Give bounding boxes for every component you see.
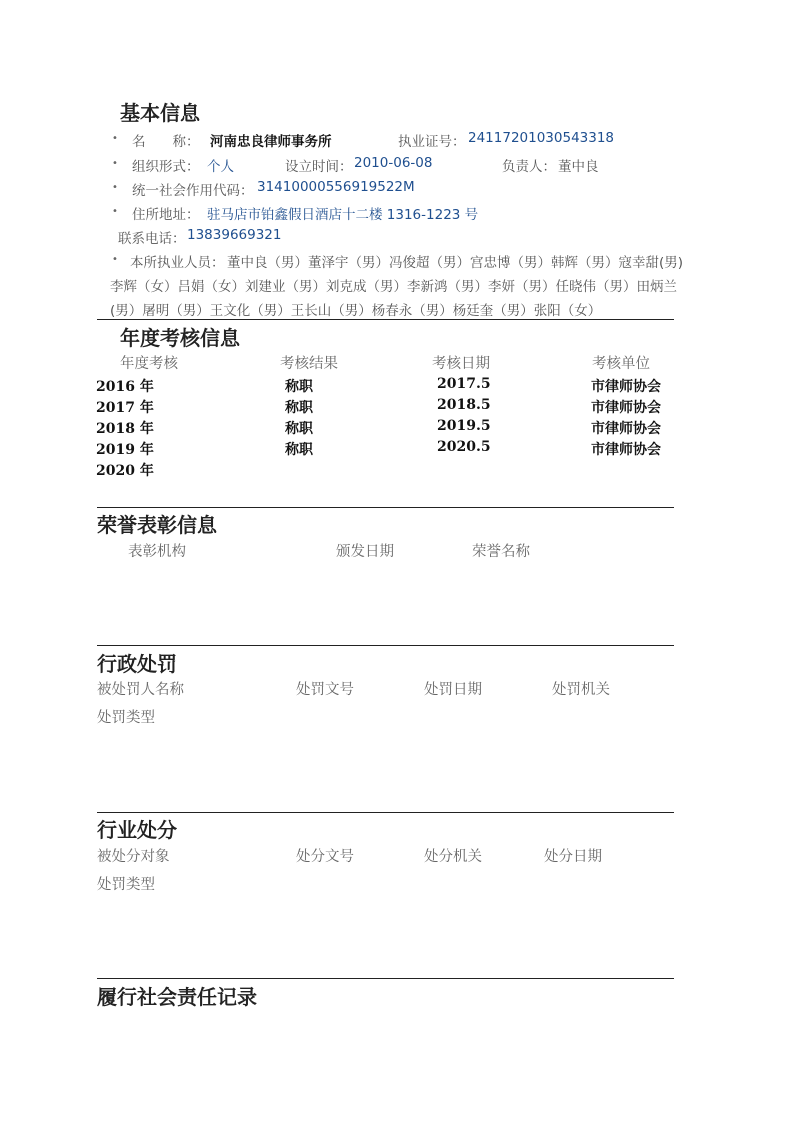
header-honor-date: 颁发日期 [336,544,394,560]
lawyers-line-1: 董中良（男）董泽宇（男）冯俊超（男）宫忠博（男）韩辉（男）寇幸甜(男) [227,255,684,271]
header-review-year: 年度考核 [120,356,178,372]
credit-code-label: 统一社会作用代码： [132,183,254,199]
divider [97,645,674,646]
license-number: 24117201030543318 [468,130,615,146]
header-review-date: 考核日期 [432,356,490,372]
lawyers-line-2: 李辉（女）吕娟（女）刘建业（男）刘克成（男）李新鸿（男）李妍（男）任晓伟（男）田炳兰 [110,279,677,295]
credit-code-value: 31410000556919522M [257,179,415,195]
review-unit: 市律师协会 [591,442,661,458]
annual-review-title: 年度考核信息 [120,326,240,350]
review-unit: 市律师协会 [591,421,661,437]
header-penalized-name: 被处罚人名称 [97,682,184,698]
honor-title: 荣誉表彰信息 [97,513,217,537]
header-sanctioned-party: 被处分对象 [97,849,170,865]
header-penalty-type: 处罚类型 [97,710,155,726]
established-date: 2010-06-08 [354,155,433,171]
review-year: 2016 年 [96,379,154,395]
review-year: 2020 年 [96,463,154,479]
address-value: 驻马店市铂鑫假日酒店十二楼 1316-1223 号 [207,207,479,223]
review-unit: 市律师协会 [591,400,661,416]
review-year: 2019 年 [96,442,154,458]
bullet: • [112,206,118,217]
review-date: 2019.5 [437,418,491,434]
org-form-label: 组织形式： [132,159,200,175]
review-result: 称职 [285,400,313,416]
lawyers-line-3: (男）屠明（男）王文化（男）王长山（男）杨春永（男）杨廷奎（男）张阳（女） [110,303,602,319]
review-date: 2020.5 [437,439,491,455]
lawyers-label: 本所执业人员： [130,255,225,271]
header-review-result: 考核结果 [280,356,338,372]
established-label: 设立时间： [285,159,353,175]
address-label: 住所地址： [132,207,200,223]
leader-name: 董中良 [558,159,599,175]
license-label: 执业证号： [398,134,466,150]
header-sanction-type: 处罚类型 [97,877,155,893]
phone-value: 13839669321 [187,227,282,243]
phone-label: 联系电话： [118,231,186,247]
review-year: 2018 年 [96,421,154,437]
review-result: 称职 [285,442,313,458]
basic-info-title: 基本信息 [120,101,200,125]
firm-name: 河南忠良律师事务所 [210,134,332,150]
review-result: 称职 [285,379,313,395]
divider [97,507,674,508]
divider [97,978,674,979]
header-sanction-doc-no: 处分文号 [296,849,354,865]
leader-label: 负责人： [502,159,556,175]
review-date: 2017.5 [437,376,491,392]
industry-sanction-title: 行业处分 [97,818,177,842]
header-penalty-authority: 处罚机关 [552,682,610,698]
header-sanction-authority: 处分机关 [424,849,482,865]
header-honor-name: 荣誉名称 [472,544,530,560]
bullet: • [112,158,118,169]
header-sanction-date: 处分日期 [544,849,602,865]
social-responsibility-title: 履行社会责任记录 [97,985,257,1009]
review-date: 2018.5 [437,397,491,413]
bullet: • [112,182,118,193]
header-penalty-doc-no: 处罚文号 [296,682,354,698]
review-year: 2017 年 [96,400,154,416]
org-form-value: 个人 [207,159,234,175]
review-unit: 市律师协会 [591,379,661,395]
header-review-unit: 考核单位 [592,356,650,372]
bullet: • [112,133,118,144]
bullet: • [112,254,118,265]
header-honor-org: 表彰机构 [128,544,186,560]
review-result: 称职 [285,421,313,437]
name-label: 名 称： [132,134,200,150]
divider [97,812,674,813]
admin-penalty-title: 行政处罚 [97,652,177,676]
header-penalty-date: 处罚日期 [424,682,482,698]
divider [97,319,674,320]
